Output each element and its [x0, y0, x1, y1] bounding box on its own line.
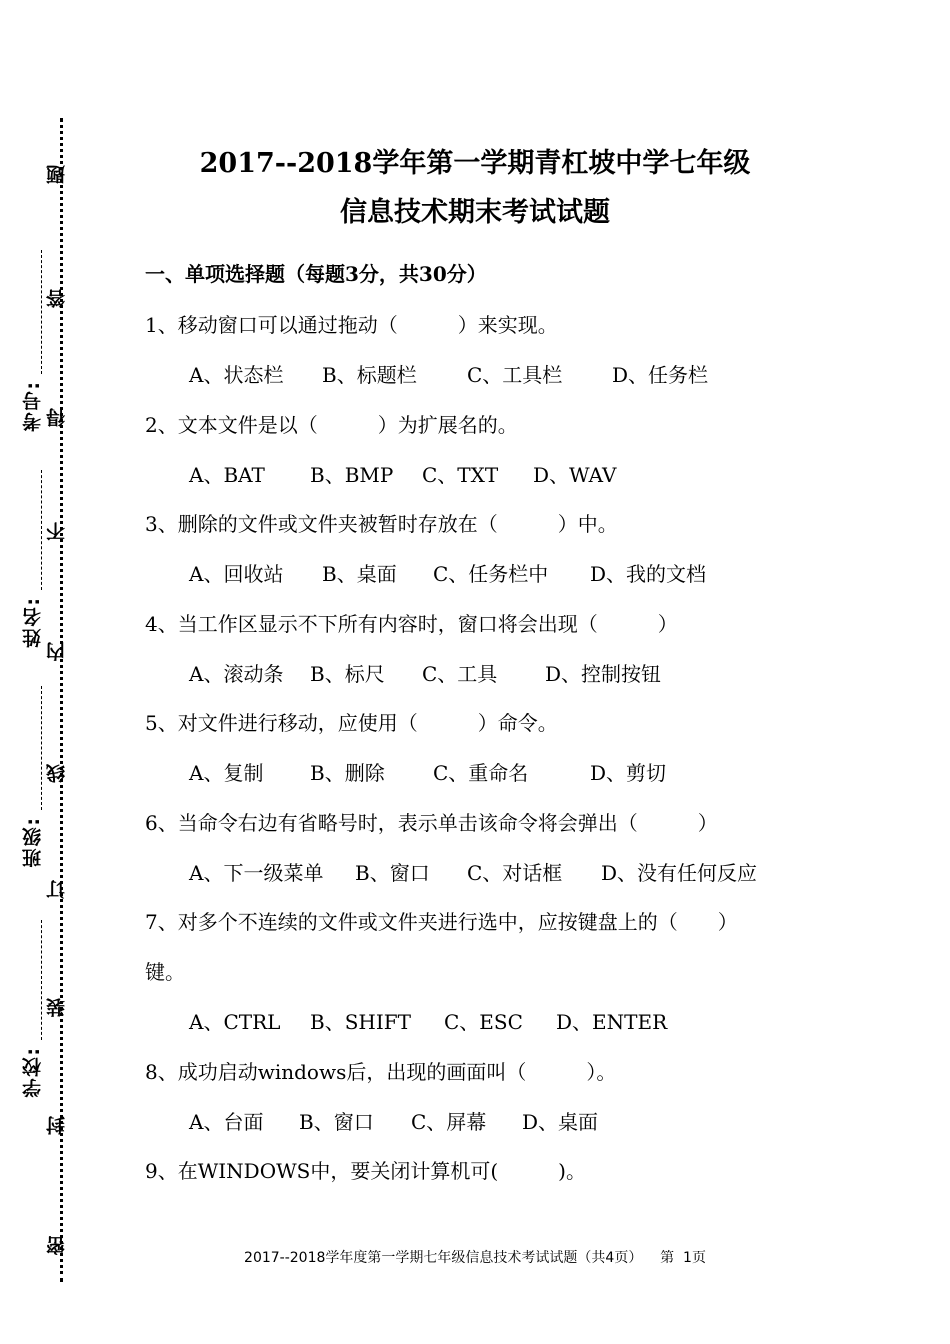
question-1-option-c: C、工具栏 [467, 363, 563, 387]
question-2-option-b: B、BMP [310, 463, 394, 487]
question-3-stem: 3、删除的文件或文件夹被暂时存放在（ ）中。 [145, 512, 618, 536]
name-label: 姓名: [22, 596, 44, 648]
class-label: 班级: [22, 816, 44, 868]
school-blank [41, 920, 42, 1040]
question-1-option-d: D、任务栏 [612, 363, 709, 387]
page-footer [0, 1247, 950, 1267]
seal-char: 不 [46, 520, 68, 541]
question-4-option-c: C、工具 [422, 662, 498, 686]
footer-text: 2017--2018学年度第一学期七年级信息技术考试试题（共4页） [244, 1250, 643, 1266]
seal-char: 封 [46, 1114, 68, 1135]
question-5-option-a: A、复制 [189, 761, 264, 785]
question-7-option-a: A、CTRL [189, 1010, 281, 1034]
question-6-stem: 6、当命令右边有省略号时，表示单击该命令将会弹出（ ） [145, 811, 718, 835]
question-3-option-a: A、回收站 [189, 562, 284, 586]
question-5-option-d: D、剪切 [590, 761, 667, 785]
seal-char: 题 [46, 163, 68, 184]
page-number: 第 1页 [660, 1250, 706, 1266]
question-8-option-c: C、屏幕 [411, 1110, 487, 1134]
question-5-option-b: B、删除 [310, 761, 385, 785]
question-2-option-c: C、TXT [422, 463, 499, 487]
question-2-stem: 2、文本文件是以（ ）为扩展名的。 [145, 413, 518, 437]
seal-char: 得 [46, 406, 68, 427]
question-7-option-c: C、ESC [444, 1010, 523, 1034]
question-4-stem: 4、当工作区显示不下所有内容时，窗口将会出现（ ） [145, 612, 678, 636]
question-3-option-c: C、任务栏中 [433, 562, 549, 586]
question-6-option-b: B、窗口 [355, 861, 430, 885]
class-blank [41, 686, 42, 810]
exam-title-line2: 信息技术期末考试试题 [340, 197, 610, 228]
question-2-option-d: D、WAV [533, 463, 617, 487]
question-5-stem: 5、对文件进行移动，应使用（ ）命令。 [145, 711, 558, 735]
seal-char: 内 [46, 640, 68, 661]
question-8-option-d: D、桌面 [522, 1110, 599, 1134]
question-6-option-d: D、没有任何反应 [601, 861, 758, 885]
seal-char: 答 [46, 287, 68, 308]
exam-number-blank [41, 250, 42, 374]
question-3-option-d: D、我的文档 [590, 562, 707, 586]
question-1-option-b: B、标题栏 [322, 363, 417, 387]
question-4-option-d: D、控制按钮 [545, 662, 662, 686]
question-7-option-b: B、SHIFT [310, 1010, 411, 1034]
seal-char: 订 [46, 878, 68, 899]
question-7-stem: 7、对多个不连续的文件或文件夹进行选中，应按键盘上的（ ） [145, 910, 738, 934]
question-9-stem: 9、在WINDOWS中，要关闭计算机可( )。 [145, 1159, 586, 1183]
question-4-option-a: A、滚动条 [189, 662, 284, 686]
question-1-stem: 1、移动窗口可以通过拖动（ ）来实现。 [145, 313, 558, 337]
section-heading: 一、单项选择题（每题3分，共30分） [145, 262, 487, 286]
exam-number-label: 考号: [22, 380, 44, 432]
question-6-option-c: C、对话框 [467, 861, 563, 885]
seal-char: 线 [46, 762, 68, 783]
question-4-option-b: B、标尺 [310, 662, 385, 686]
seal-char: 密 [46, 1234, 68, 1255]
question-7-option-d: D、ENTER [556, 1010, 668, 1034]
question-5-option-c: C、重命名 [433, 761, 529, 785]
seal-char: 装 [46, 996, 68, 1017]
question-8-stem: 8、成功启动windows后，出现的画面叫（ ）。 [145, 1060, 617, 1084]
question-6-option-a: A、下一级菜单 [189, 861, 324, 885]
exam-title-line1: 2017--2018学年第一学期青杠坡中学七年级 [199, 148, 751, 179]
school-label: 学校: [22, 1046, 44, 1098]
question-2-option-a: A、BAT [189, 463, 265, 487]
question-8-option-b: B、窗口 [299, 1110, 374, 1134]
question-3-option-b: B、桌面 [322, 562, 397, 586]
question-1-option-a: A、状态栏 [189, 363, 284, 387]
question-8-option-a: A、台面 [189, 1110, 264, 1134]
question-7-stem-continued: 键。 [145, 960, 185, 984]
name-blank [41, 470, 42, 590]
